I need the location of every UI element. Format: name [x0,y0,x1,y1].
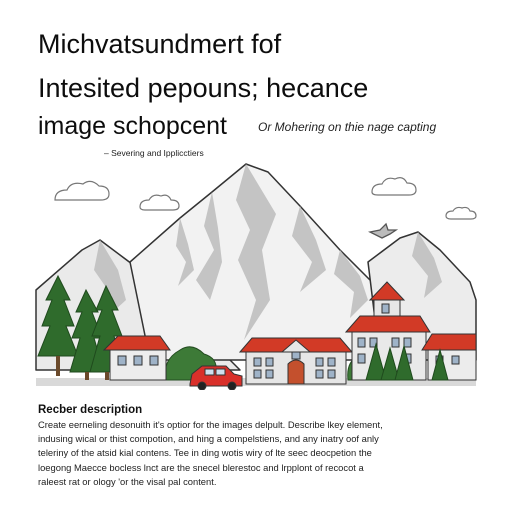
description-line: Create eerneling desonuith it's optior for the images delpult. Describe lkey element, [38,419,383,430]
description-line: raleest rat or ology 'or the visal pal content. [38,475,217,487]
side-caption: Or Mohering on thie nage capting [258,120,437,134]
title-line-2: Intesited pepouns; hecance [38,73,369,103]
description-heading: Recber description [38,404,143,416]
small-caption: – Severing and Ipplicctiers [104,148,204,158]
description-line: teleriny of the atsid kial contens. Tee in ding wotis wiry of lte seec deocpetion the [38,447,372,459]
mountain-village-illustration [0,158,512,390]
title-line-1: Michvatsundmert fof [38,29,282,59]
description-line: loegong Maecce bocless lnct are the snecel blerestoc and lrpplont of recocot a [38,461,364,473]
building [104,336,170,380]
description-block [38,404,484,489]
title-line-3: image schopcent [38,112,228,140]
bird-icon [370,224,396,238]
building [240,338,352,384]
description-line: indusing wical or thist compotion, and hing a compelstiens, and any inatry oof anly [38,433,379,445]
cloud-icon [140,195,179,210]
building [422,334,476,380]
cloud-icon [55,181,109,200]
cloud-icon [372,178,416,195]
cloud-icon [446,207,476,219]
